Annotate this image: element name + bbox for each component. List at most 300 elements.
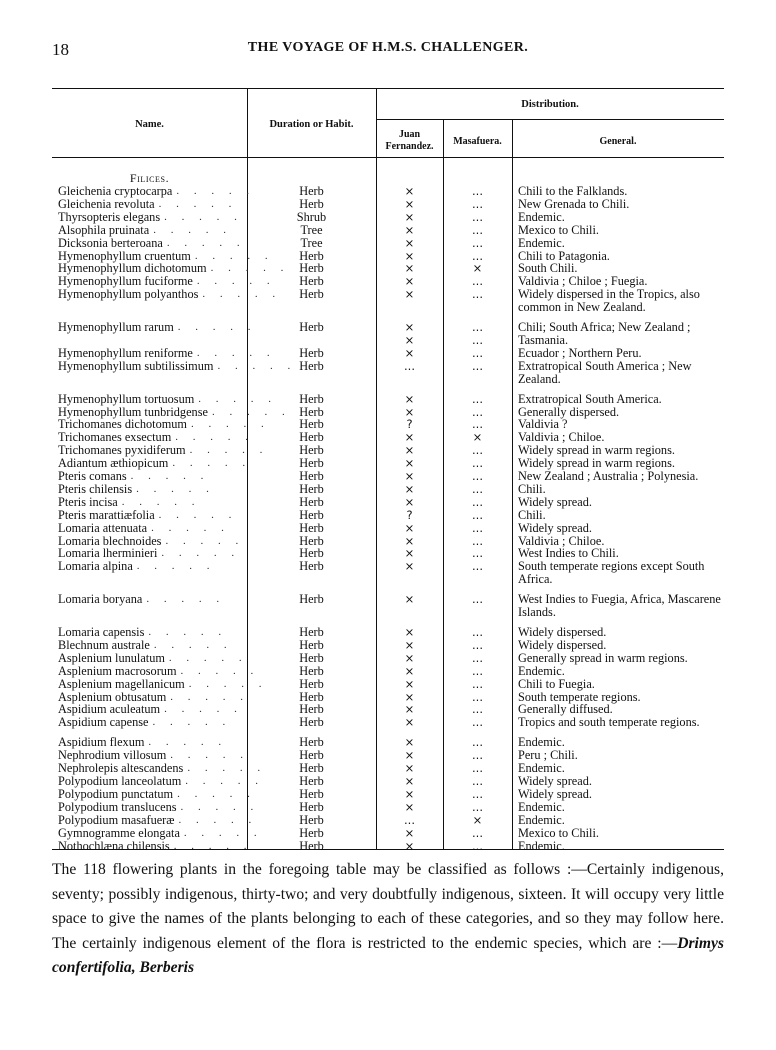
table-row [52, 360, 724, 386]
species-name-text: Hymenophyllum reniforme [58, 345, 193, 360]
juan-fernandez-cell: × [404, 222, 415, 237]
general-distribution-cell: Chili to the Falklands. [518, 184, 628, 198]
juan-fernandez-cell: ? [406, 417, 413, 432]
habit-cell: Herb [299, 637, 324, 652]
masafuera-cell: × [472, 430, 483, 445]
juan-fernandez-cell: × [404, 196, 415, 211]
juan-fernandez-cell: × [404, 546, 415, 561]
juan-fernandez-cell: × [404, 773, 415, 788]
general-distribution-cell: Widely dispersed in the Tropics, also common in New Zealand. [518, 287, 700, 315]
leader-dots: . . . . . [148, 736, 228, 749]
leader-dots: . . . . . [173, 839, 253, 852]
juan-fernandez-cell: × [404, 235, 415, 250]
table-row [52, 347, 724, 360]
general-distribution-cell: Chili; South Africa; New Zealand ; [518, 320, 691, 335]
leader-dots: . . . . . [180, 800, 260, 813]
leader-dots: . . . . . [146, 593, 226, 606]
general-distribution-cell: Mexico to Chili. [518, 825, 599, 840]
leader-dots: . . . . . [187, 762, 267, 775]
general-distribution-cell: Endemic. [518, 209, 565, 224]
masafuera-cell: ... [472, 196, 483, 211]
juan-fernandez-cell: × [404, 689, 415, 704]
habit-cell: Herb [299, 825, 324, 840]
juan-fernandez-cell: × [404, 248, 415, 263]
leader-dots: . . . . . [161, 547, 241, 560]
species-name [52, 593, 247, 606]
juan-fernandez-cell: × [404, 650, 415, 665]
habit-cell: Herb [299, 625, 324, 639]
table-row [52, 470, 724, 483]
species-name-text: Thyrsopteris elegans [58, 209, 161, 224]
juan-fernandez-cell: × [404, 761, 415, 776]
general-distribution-cell: West Indies to Fuegia, Africa, Mascarene Islands. [518, 592, 721, 620]
column-header-distribution: Distribution. [521, 99, 579, 110]
section-label: Filices. [129, 171, 170, 185]
juan-fernandez-cell: × [404, 209, 415, 224]
leader-dots: . . . . . [189, 444, 269, 457]
leader-dots: . . . . . [196, 346, 276, 359]
table-row [52, 652, 724, 665]
leader-dots: . . . . . [177, 787, 256, 800]
masafuera-cell: ... [472, 222, 483, 237]
masafuera-cell: ... [472, 469, 483, 484]
species-name-text: Gleichenia revoluta [58, 196, 155, 211]
species-name-text: Hymenophyllum tortuosum [58, 391, 195, 406]
header-rule [52, 157, 724, 158]
table-row [52, 827, 724, 840]
masafuera-cell: ... [472, 799, 483, 814]
table-row [52, 224, 724, 237]
general-distribution-cell: West Indies to Chili. [518, 546, 619, 561]
leader-dots: . . . . . [164, 210, 243, 223]
species-name-text: Polypodium lanceolatum [58, 773, 182, 788]
general-distribution-cell: Widely spread in warm regions. [518, 443, 675, 458]
table-row [52, 716, 724, 729]
masafuera-cell: ... [472, 702, 483, 717]
masafuera-cell: ... [472, 456, 483, 471]
juan-fernandez-cell: × [404, 345, 415, 360]
species-name-text: Lomaria attenuata [58, 520, 148, 535]
masafuera-cell: ... [472, 689, 483, 704]
habit-cell: Herb [299, 430, 324, 445]
masafuera-cell: ... [472, 345, 483, 360]
leader-dots: . . . . . [211, 405, 291, 418]
general-distribution-cell: Widely spread. [518, 494, 592, 509]
species-name-text: Pteris incisa [58, 494, 118, 509]
leader-dots: . . . . . [170, 749, 250, 762]
species-name-text: Lomaria capensis [58, 625, 145, 639]
juan-fernandez-cell: × [404, 838, 415, 853]
masafuera-cell: ... [472, 507, 483, 522]
masafuera-cell: ... [472, 559, 483, 574]
habit-cell: Herb [299, 812, 324, 827]
body-paragraph [52, 858, 724, 981]
habit-cell: Herb [299, 248, 324, 263]
general-distribution-cell: South Chili. [518, 261, 578, 276]
habit-cell: Herb [299, 287, 324, 302]
species-name [52, 663, 260, 678]
masafuera-cell: ... [472, 209, 483, 224]
general-distribution-cell: South temperate regions. [518, 689, 641, 704]
species-name-text: Hymenophyllum polyanthos [58, 287, 199, 302]
species-name [52, 786, 256, 801]
species-name-text: Hymenophyllum subtilissimum [58, 358, 214, 373]
masafuera-cell: ... [472, 520, 483, 535]
masafuera-cell: ... [472, 676, 483, 691]
table-row [52, 775, 724, 788]
juan-fernandez-cell: × [404, 469, 415, 484]
general-distribution-cell: New Zealand ; Australia ; Polynesia. [518, 469, 699, 484]
general-distribution-cell: Endemic. [518, 761, 565, 776]
juan-fernandez-cell: × [404, 320, 415, 335]
general-distribution-cell: Tropics and south temperate regions. [518, 715, 700, 730]
species-name-text: Lomaria blechnoides [58, 533, 162, 548]
habit-cell: Herb [299, 533, 324, 548]
table-row [52, 626, 724, 639]
species-name-text: Aspidium aculeatum [58, 702, 161, 717]
page-header [52, 40, 724, 64]
general-distribution-cell: Widely spread. [518, 520, 592, 535]
species-name [52, 652, 247, 665]
habit-cell: Shrub [296, 209, 327, 224]
species-name-text: Lomaria lherminieri [58, 546, 158, 561]
habit-cell: Herb [299, 715, 324, 730]
leader-dots: . . . . . [178, 813, 258, 826]
juan-fernandez-cell: ? [406, 507, 413, 522]
species-name [52, 838, 253, 853]
habit-cell: Herb [299, 320, 324, 335]
masafuera-cell: ... [472, 715, 483, 730]
general-distribution-cell: Generally dispersed. [518, 404, 620, 419]
species-name [52, 483, 247, 496]
juan-fernandez-cell: × [404, 748, 415, 763]
species-name-text: Dicksonia berteroana [58, 235, 163, 250]
species-name [52, 676, 268, 691]
juan-fernandez-cell: × [404, 261, 415, 276]
column-header-masafuera: Masafuera. [453, 136, 502, 147]
general-distribution-cell: New Grenada to Chili. [518, 196, 630, 211]
juan-fernandez-cell: × [404, 715, 415, 730]
masafuera-cell: ... [472, 761, 483, 776]
species-name-text: Hymenophyllum rarum [58, 320, 174, 335]
species-name [52, 224, 247, 237]
juan-fernandez-cell: × [404, 637, 415, 652]
species-name-text: Asplenium macrosorum [58, 663, 177, 678]
general-distribution-cell: Endemic. [518, 799, 565, 814]
general-distribution-cell: Endemic. [518, 838, 565, 853]
species-name [52, 716, 247, 729]
juan-fernandez-cell: × [404, 786, 415, 801]
column-header-name: Name. [135, 119, 164, 130]
masafuera-cell: × [472, 261, 483, 276]
general-distribution-cell: Widely dispersed. [518, 637, 607, 652]
species-name [52, 560, 247, 573]
species-name-text: Polypodium masafueræ [58, 812, 175, 827]
leader-dots: . . . . . [175, 431, 255, 444]
leader-dots: . . . . . [130, 470, 210, 483]
table-row [52, 321, 724, 334]
table-row [52, 788, 724, 801]
species-name-text: Asplenium magellanicum [58, 676, 185, 691]
general-distribution-cell: Endemic. [518, 735, 565, 750]
juan-fernandez-cell: × [404, 287, 415, 302]
species-name-text: Nothochlæna chilensis [58, 838, 170, 853]
species-name-text: Nephrolepis altescandens [58, 761, 184, 776]
table-row [52, 334, 724, 347]
habit-cell: Herb [299, 761, 324, 776]
masafuera-cell: ... [472, 546, 483, 561]
masafuera-cell: ... [472, 637, 483, 652]
paragraph-italic-tail: Drimys confertifolia, Berberis [52, 934, 724, 977]
masafuera-cell: ... [472, 417, 483, 432]
leader-dots: . . . . . [152, 716, 232, 729]
masafuera-cell: ... [472, 358, 483, 373]
leader-dots: . . . . . [165, 534, 245, 547]
masafuera-cell: ... [472, 735, 483, 750]
species-name [52, 470, 247, 483]
leader-dots: . . . . . [158, 197, 238, 210]
habit-cell: Herb [299, 391, 324, 406]
habit-cell: Herb [299, 650, 324, 665]
juan-fernandez-cell: × [404, 533, 415, 548]
general-distribution-cell: Extratropical South America ; New Zealand. [518, 358, 692, 386]
species-name [52, 198, 247, 211]
column-header-juan-fernandez: Juan Fernandez. [385, 129, 434, 152]
leader-dots: . . . . . [151, 521, 230, 534]
juan-fernandez-cell: × [404, 332, 415, 347]
table-row [52, 483, 724, 496]
species-name [52, 773, 265, 788]
table-row [52, 211, 724, 224]
table-row [52, 198, 724, 211]
species-name [52, 184, 256, 198]
juan-fernandez-cell: × [404, 456, 415, 471]
species-name [52, 639, 247, 652]
species-name-text: Polypodium translucens [58, 799, 177, 814]
species-name-text: Trichomanes dichotomum [58, 417, 187, 432]
leader-dots: . . . . . [188, 677, 268, 690]
masafuera-cell: ... [472, 320, 483, 335]
habit-cell: Herb [299, 702, 324, 717]
species-name-text: Hymenophyllum cruentum [58, 248, 191, 263]
habit-cell: Herb [299, 345, 324, 360]
juan-fernandez-cell: × [404, 184, 415, 198]
species-name [52, 496, 247, 509]
general-distribution-cell: South temperate regions except South Africa. [518, 559, 705, 587]
habit-cell: Herb [299, 546, 324, 561]
masafuera-cell: ... [472, 533, 483, 548]
leader-dots: . . . . . [180, 664, 260, 677]
species-name-text: Trichomanes pyxidiferum [58, 443, 186, 458]
leader-dots: . . . . . [153, 223, 232, 236]
species-name [52, 626, 247, 639]
general-distribution-cell: Widely spread. [518, 773, 592, 788]
masafuera-cell: × [472, 812, 483, 827]
habit-cell: Herb [299, 786, 324, 801]
masafuera-cell: ... [472, 332, 483, 347]
general-distribution-cell: Generally diffused. [518, 702, 613, 717]
juan-fernandez-cell: ... [404, 358, 415, 373]
species-name [52, 812, 258, 827]
species-name-text: Nephrodium villosum [58, 748, 167, 763]
habit-cell: Herb [299, 481, 324, 496]
masafuera-cell: ... [472, 748, 483, 763]
page-number: 18 [52, 40, 69, 59]
species-name-text: Aspidium capense [58, 715, 149, 730]
general-distribution-cell: Mexico to Chili. [518, 222, 599, 237]
habit-cell: Tree [300, 222, 323, 237]
species-name [52, 345, 276, 360]
table-row [52, 393, 724, 406]
general-distribution-cell: Widely dispersed. [518, 625, 607, 639]
habit-cell: Tree [300, 235, 323, 250]
habit-cell: Herb [299, 773, 324, 788]
masafuera-cell: ... [472, 287, 483, 302]
species-name-text: Asplenium obtusatum [58, 689, 167, 704]
juan-fernandez-cell: × [404, 391, 415, 406]
general-distribution-cell: Valdivia ; Chiloe. [518, 430, 605, 445]
table-row [52, 840, 724, 853]
masafuera-cell: ... [472, 481, 483, 496]
masafuera-cell: ... [472, 838, 483, 853]
masafuera-cell: ... [472, 592, 483, 607]
general-distribution-cell: Tasmania. [518, 332, 569, 347]
masafuera-cell: ... [472, 391, 483, 406]
juan-fernandez-cell: × [404, 481, 415, 496]
habit-cell: Herb [299, 507, 324, 522]
leader-dots: . . . . . [153, 638, 233, 651]
masafuera-cell: ... [472, 663, 483, 678]
table-row [52, 665, 724, 678]
paragraph-text: The 118 flowering plants in the foregoing table may be classified as follows :—Certainly indigenous, seventy; possibly indigenous, thirty-two; and very doubtfully indigenous, sixteen. It will occupy very little space to give the names of the plants belonging to each of these categories, and so they may follow here. The certainly indigenous element of the flora is restricted to the endemic species, which are :— [52, 861, 724, 952]
habit-cell: Herb [299, 358, 324, 373]
running-title: THE VOYAGE OF H.M.S. CHALLENGER. [247, 40, 529, 55]
juan-fernandez-cell: × [404, 404, 415, 419]
masafuera-cell: ... [472, 404, 483, 419]
column-header-general: General. [599, 136, 637, 147]
general-distribution-cell: Widely spread. [518, 786, 592, 801]
juan-fernandez-cell: × [404, 494, 415, 509]
habit-cell: Herb [299, 261, 324, 276]
juan-fernandez-cell: × [404, 702, 415, 717]
table-row [52, 522, 724, 535]
header-rule [376, 119, 724, 120]
species-name-text: Hymenophyllum fuciforme [58, 274, 193, 289]
table-body [52, 185, 724, 852]
masafuera-cell: ... [472, 825, 483, 840]
habit-cell: Herb [299, 799, 324, 814]
general-distribution-cell: Valdivia ? [518, 417, 568, 432]
table-row [52, 814, 724, 827]
species-name [52, 522, 247, 535]
species-name-text: Polypodium punctatum [58, 786, 174, 801]
species-name-text: Alsophila pruinata [58, 222, 150, 237]
juan-fernandez-cell: × [404, 825, 415, 840]
juan-fernandez-cell: × [404, 520, 415, 535]
habit-cell: Herb [299, 404, 324, 419]
habit-cell: Herb [299, 748, 324, 763]
species-name-text: Blechnum australe [58, 637, 150, 652]
habit-cell: Herb [299, 456, 324, 471]
species-name-text: Pteris chilensis [58, 481, 133, 496]
habit-cell: Herb [299, 469, 324, 484]
species-name [52, 358, 297, 373]
leader-dots: . . . . . [158, 508, 238, 521]
table-row [52, 593, 724, 619]
table-row [52, 801, 724, 814]
table-row [52, 560, 724, 586]
leader-dots: . . . . . [136, 482, 215, 495]
habit-cell: Herb [299, 196, 324, 211]
masafuera-cell: ... [472, 650, 483, 665]
leader-dots: . . . . . [168, 651, 248, 664]
juan-fernandez-cell: × [404, 625, 415, 639]
leader-dots: . . . . . [202, 288, 282, 301]
general-distribution-cell: Valdivia ; Chiloe ; Fuegia. [518, 274, 648, 289]
masafuera-cell: ... [472, 274, 483, 289]
leader-dots: . . . . . [183, 826, 263, 839]
general-distribution-cell: Widely spread in warm regions. [518, 456, 675, 471]
leader-dots: . . . . . [177, 321, 257, 334]
table-row [52, 288, 724, 314]
habit-cell: Herb [299, 494, 324, 509]
masafuera-cell: ... [472, 248, 483, 263]
leader-dots: . . . . . [194, 249, 274, 262]
species-name-text: Pteris comans [58, 469, 127, 484]
general-distribution-cell: Extratropical South America. [518, 391, 662, 406]
masafuera-cell: ... [472, 184, 483, 198]
masafuera-cell: ... [472, 625, 483, 639]
habit-cell: Herb [299, 838, 324, 853]
leader-dots: . . . . . [166, 236, 246, 249]
juan-fernandez-cell: × [404, 430, 415, 445]
general-distribution-cell: Chili to Patagonia. [518, 248, 610, 263]
general-distribution-cell: Chili. [518, 481, 546, 496]
species-name-text: Trichomanes exsectum [58, 430, 172, 445]
habit-cell: Herb [299, 663, 324, 678]
species-name-text: Adiantum æthiopicum [58, 456, 169, 471]
masafuera-cell: ... [472, 786, 483, 801]
leader-dots: . . . . . [210, 262, 290, 275]
masafuera-cell: ... [472, 494, 483, 509]
general-distribution-cell: Endemic. [518, 812, 565, 827]
habit-cell: Herb [299, 592, 324, 607]
species-name-text: Lomaria alpina [58, 559, 133, 574]
leader-dots: . . . . . [196, 275, 276, 288]
juan-fernandez-cell: × [404, 443, 415, 458]
table-row [52, 678, 724, 691]
habit-cell: Herb [299, 559, 324, 574]
habit-cell: Herb [299, 689, 324, 704]
general-distribution-cell: Ecuador ; Northern Peru. [518, 345, 642, 360]
table-row [52, 496, 724, 509]
habit-cell: Herb [299, 443, 324, 458]
table-row [52, 509, 724, 522]
habit-cell: Herb [299, 274, 324, 289]
juan-fernandez-cell: × [404, 799, 415, 814]
general-distribution-cell: Endemic. [518, 663, 565, 678]
juan-fernandez-cell: × [404, 676, 415, 691]
general-distribution-cell: Endemic. [518, 235, 565, 250]
table-row [52, 639, 724, 652]
distribution-table [52, 88, 724, 853]
juan-fernandez-cell: × [404, 663, 415, 678]
species-name [52, 211, 247, 224]
species-name [52, 799, 260, 814]
species-name [52, 825, 263, 840]
species-name-text: Hymenophyllum tunbridgense [58, 404, 208, 419]
general-distribution-cell: Generally spread in warm regions. [518, 650, 688, 665]
